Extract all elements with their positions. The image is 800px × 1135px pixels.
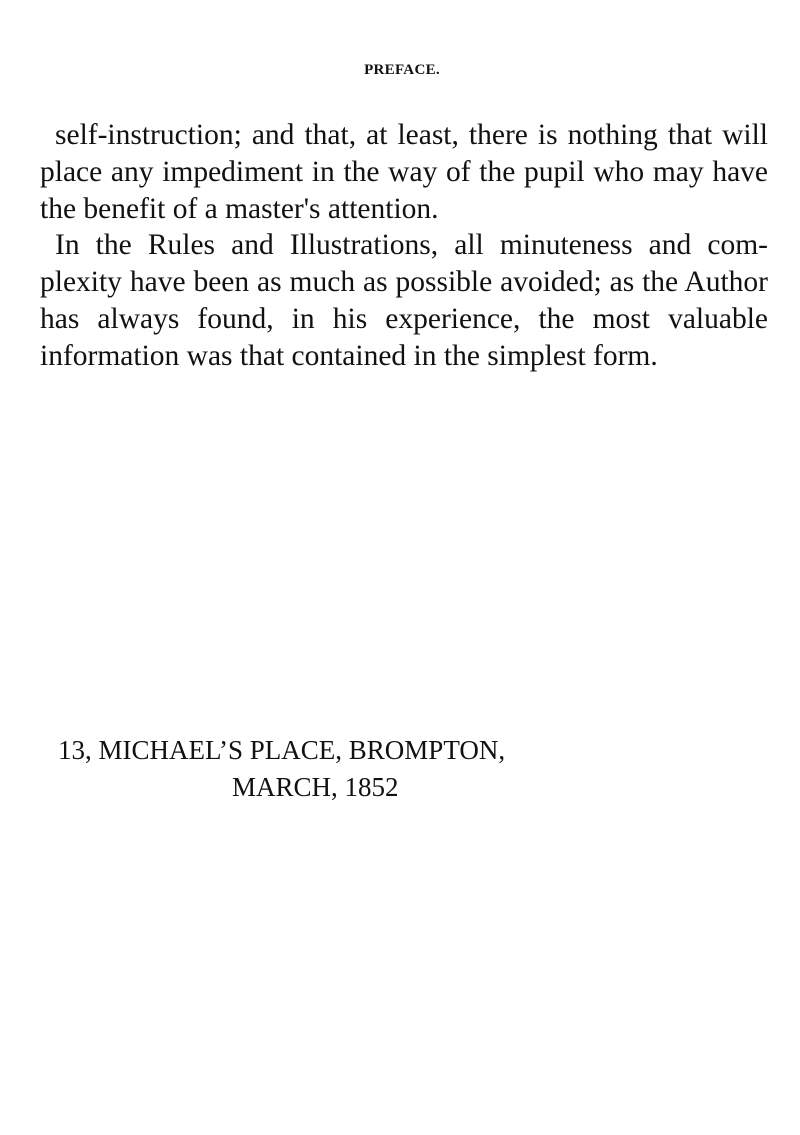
paragraph-continuation: self-instruction; and that, at least, there is nothing that will place any impediment in the way of the pupil who may have the benefit of a master's attention.: [40, 119, 768, 225]
running-head: PREFACE.: [364, 62, 440, 78]
address-line: 13, MICHAEL’S PLACE, BROMPTON,: [58, 735, 506, 765]
paragraph: In the Rules and Illustrations, all minuteness and complexity have been as much as possible avoided; as the Author has always found, in his experience, the most valuable information was that contained in the simplest form.: [40, 229, 768, 372]
signature-address: [58, 732, 505, 806]
date-line: MARCH, 1852: [232, 772, 399, 802]
preface-body: [40, 117, 768, 375]
